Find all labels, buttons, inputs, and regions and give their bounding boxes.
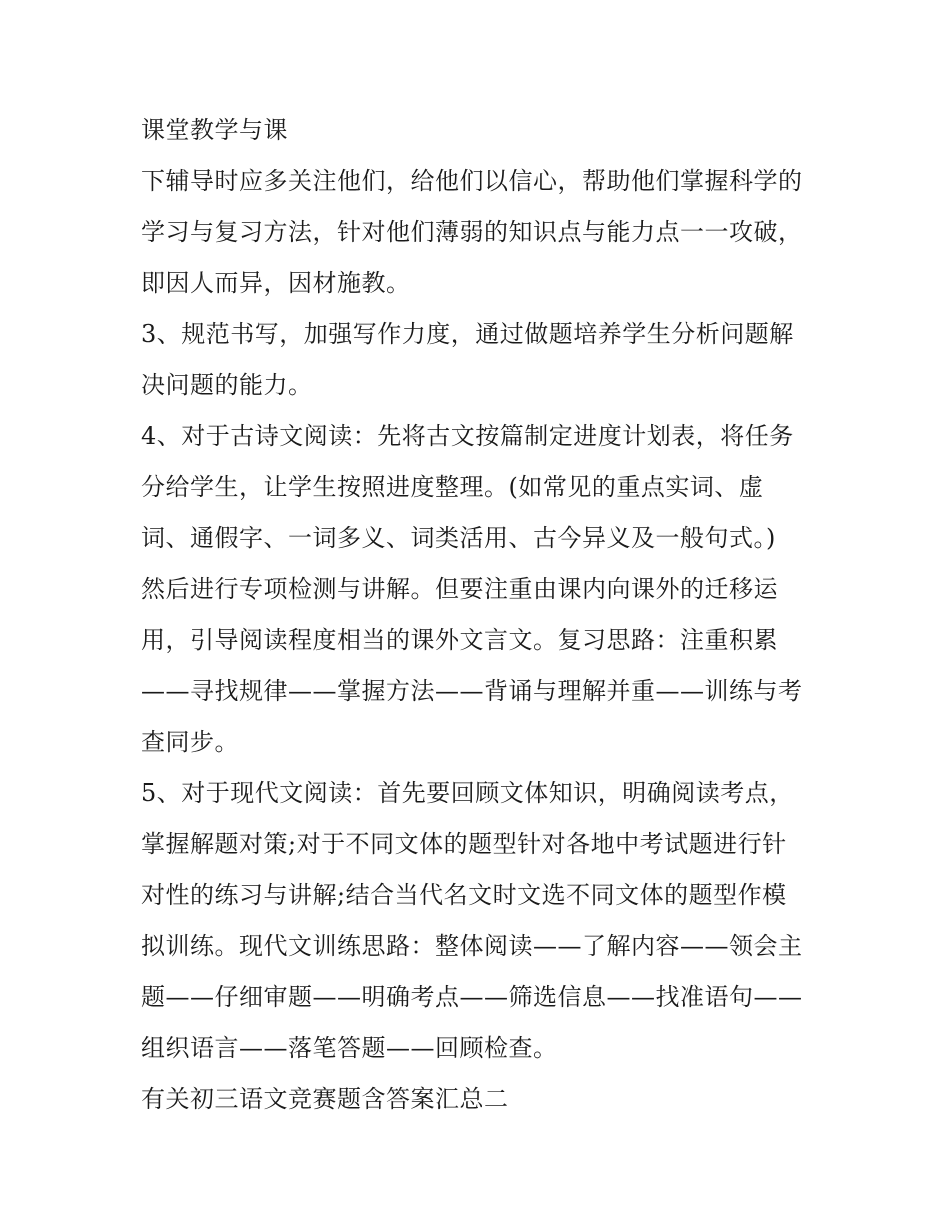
text-line: ——寻找规律——掌握方法——背诵与理解并重——训练与考	[141, 677, 803, 705]
text-line: 拟训练。现代文训练思路：整体阅读——了解内容——领会主	[141, 932, 803, 960]
text-line: 4、对于古诗文阅读：先将古文按篇制定进度计划表，将任务	[141, 422, 794, 450]
text-line: 查同步。	[141, 728, 239, 756]
text-line: 下辅导时应多关注他们，给他们以信心，帮助他们掌握科学的	[141, 167, 803, 195]
text-line: 用，引导阅读程度相当的课外文言文。复习思路：注重积累	[141, 626, 778, 654]
text-line: 5、对于现代文阅读：首先要回顾文体知识，明确阅读考点，	[141, 779, 794, 807]
text-line: 学习与复习方法，针对他们薄弱的知识点与能力点一一攻破，	[141, 218, 803, 246]
text-line: 决问题的能力。	[141, 371, 313, 399]
text-line: 即因人而异，因材施教。	[141, 269, 411, 297]
text-line: 掌握解题对策;对于不同文体的题型针对各地中考试题进行针	[141, 830, 787, 858]
text-line: 对性的练习与讲解;结合当代名文时文选不同文体的题型作模	[141, 881, 787, 909]
text-line: 词、通假字、一词多义、词类活用、古今异义及一般句式。)	[141, 524, 776, 552]
text-line: 3、规范书写，加强写作力度，通过做题培养学生分析问题解	[141, 320, 794, 348]
text-line: 课堂教学与课	[141, 116, 288, 144]
text-line: 分给学生，让学生按照进度整理。(如常见的重点实词、虚	[141, 473, 764, 501]
text-line: 然后进行专项检测与讲解。但要注重由课内向课外的迁移运	[141, 575, 778, 603]
section-heading: 有关初三语文竞赛题含答案汇总二	[141, 1085, 509, 1113]
text-line: 题——仔细审题——明确考点——筛选信息——找准语句——	[141, 983, 803, 1011]
text-line: 组织语言——落笔答题——回顾检查。	[141, 1034, 558, 1062]
